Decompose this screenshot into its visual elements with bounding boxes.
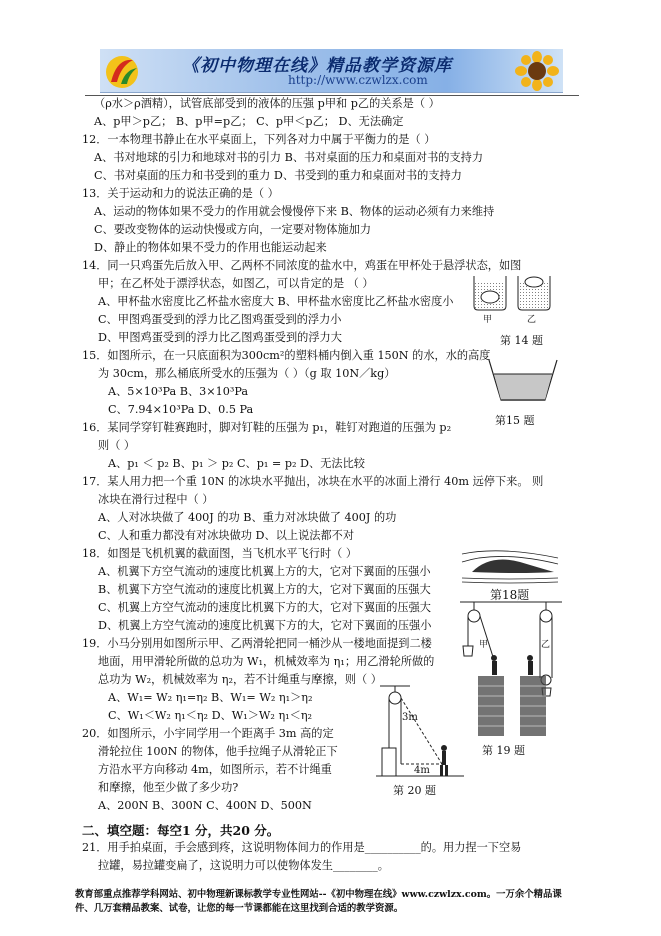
text-line: A、甲杯盐水密度比乙杯盐水密度大 B、甲杯盐水密度比乙杯盐水密度小	[98, 295, 454, 308]
text-line: 滑轮拉住 100N 的物体，他手拉绳子从滑轮正下	[98, 745, 338, 758]
text-line: 地面，用甲滑轮所做的总功为 W₁，机械效率为 η₁；用乙滑轮所做的	[98, 655, 435, 668]
text-line: 21．用手拍桌面，手会感到疼，这说明物体间力的作用是__________的。用力捏一下空易	[82, 841, 522, 854]
header-banner	[100, 49, 563, 93]
site-logo-icon	[103, 52, 141, 90]
fig14-label-yi: 乙	[527, 315, 537, 325]
fig19-label-jia: 甲	[479, 640, 489, 650]
text-line: （ρ水＞ρ酒精），试管底部受到的液体的压强 p甲和 p乙的关系是（ ）	[94, 97, 440, 110]
text-line: A、人对冰块做了 400J 的功 B、重力对冰块做了 400J 的功	[98, 511, 397, 524]
text-line: C、书对桌面的压力和书受到的重力 D、书受到的重力和桌面对书的支持力	[94, 169, 462, 182]
fig18-caption: 第18题	[490, 588, 530, 602]
fig15-caption: 第15 题	[495, 414, 535, 427]
section-title: 二、填空题：每空1 分，共20 分。	[82, 823, 280, 838]
text-line: A、5×10³Pa B、3×10³Pa	[108, 385, 249, 398]
text-line: A、书对地球的引力和地球对书的引力 B、书对桌面的压力和桌面对书的支持力	[94, 151, 484, 164]
text-line: A、p甲＞p乙； B、p甲=p乙； C、p甲＜p乙； D、无法确定	[94, 115, 404, 128]
fig20-caption: 第 20 题	[393, 784, 436, 797]
figure-19	[458, 600, 566, 738]
text-line: C、甲图鸡蛋受到的浮力比乙图鸡蛋受到的浮力小	[98, 313, 342, 326]
text-line: 20．如图所示，小宇同学用一个距离手 3m 高的定	[82, 727, 334, 740]
text-line: C、要改变物体的运动快慢或方向，一定要对物体施加力	[94, 223, 372, 236]
text-line: 12．一本物理书静止在水平桌面上，下列各对力中属于平衡力的是（ ）	[82, 133, 436, 146]
figure-18	[460, 548, 560, 584]
fig19-label-yi: 乙	[541, 640, 551, 650]
fig19-caption: 第 19 题	[482, 744, 525, 757]
text-line: D、静止的物体如果不受力的作用也能运动起来	[94, 241, 327, 254]
banner-url: http://www.czwlzx.com	[288, 73, 428, 87]
fig14-label-jia: 甲	[483, 315, 493, 325]
text-line: A、运动的物体如果不受力的作用就会慢慢停下来 B、物体的运动必须有力来维持	[94, 205, 495, 218]
text-line: 冰块在滑行过程中（ ）	[98, 493, 214, 506]
banner-title: 《初中物理在线》精品教学资源库	[182, 56, 452, 76]
text-line: 18．如图是飞机机翼的截面图，当飞机水平飞行时（ ）	[82, 547, 358, 560]
text-line: 甲；在乙杯处于漂浮状态，如图乙，可以肯定的是 （ ）	[98, 277, 374, 290]
header-rule	[85, 95, 579, 96]
text-line: 则（ ）	[98, 439, 136, 452]
text-line: B、机翼下方空气流动的速度比机翼上方的大，它对下翼面的压强大	[98, 583, 431, 596]
text-line: C、机翼上方空气流动的速度比机翼下方的大，它对下翼面的压强大	[98, 601, 431, 614]
fig14-caption: 第 14 题	[500, 334, 543, 347]
text-line: 17．某人用力把一个重 10N 的冰块水平抛出，冰块在水平的冰面上滑行 40m 远停下来。 则	[82, 475, 544, 488]
text-line: A、机翼下方空气流动的速度比机翼上方的大，它对下翼面的压强小	[98, 565, 431, 578]
text-line: A、W₁= W₂ η₁=η₂ B、W₁= W₂ η₁＞η₂	[108, 691, 313, 704]
text-line: 方沿水平方向移动 4m，如图所示，若不计绳重	[98, 763, 332, 776]
fig20-distance-label: 4m	[414, 765, 430, 776]
text-line: C、人和重力都没有对冰块做功 D、以上说法都不对	[98, 529, 355, 542]
sunflower-icon	[515, 51, 559, 91]
fig20-height-label: 3m	[402, 712, 418, 723]
text-line: 13．关于运动和力的说法正确的是（ ）	[82, 187, 279, 200]
text-line: 14．同一只鸡蛋先后放入甲、乙两杯不同浓度的盐水中，鸡蛋在甲杯处于悬浮状态，如图	[82, 259, 522, 272]
text-line: D、甲图鸡蛋受到的浮力比乙图鸡蛋受到的浮力大	[98, 331, 342, 344]
text-line: D、机翼上方空气流动的速度比机翼下方的大，它对下翼面的压强小	[98, 619, 432, 632]
text-line: A、200N B、300N C、400N D、500N	[98, 799, 312, 812]
footer-line-2: 件、几万套精品教案、试卷，让您的每一节课都能在这里找到合适的教学资源。	[75, 903, 404, 914]
text-line: A、p₁ ＜ p₂ B、p₁ ＞ p₂ C、p₁ = p₂ D、无法比较	[108, 457, 365, 470]
footer-line-1: 教育部重点推荐学科网站、初中物理新课标教学专业性网站--《初中物理在线》www.czwlzx.com。一万余个精品课	[75, 889, 562, 900]
text-line: C、W₁＜W₂ η₁＜η₂ D、W₁＞W₂ η₁＜η₂	[108, 709, 313, 722]
text-line: 为 30cm，那么桶底所受水的压强为（ ）（g 取 10N／kg）	[98, 367, 396, 380]
text-line: C、7.94×10³Pa D、0.5 Pa	[108, 403, 254, 416]
text-line: 15．如图所示，在一只底面积为300cm²的塑料桶内倒入重 150N 的水，水的高度	[82, 349, 491, 362]
text-line: 和摩擦，他至少做了多少功?	[98, 781, 239, 794]
text-line: 拉罐，易拉罐变扁了，这说明力可以使物体发生________。	[98, 859, 389, 872]
text-line: 16．某同学穿钉鞋赛跑时，脚对钉鞋的压强为 p₁，鞋钉对跑道的压强为 p₂	[82, 421, 452, 434]
figure-15	[483, 356, 563, 408]
text-line: 19．小马分别用如图所示甲、乙两滑轮把同一桶沙从一楼地面提到二楼	[82, 637, 432, 650]
text-line: 总功为 W₂，机械效率为 η₂，若不计绳重与摩擦，则（ ）	[98, 673, 382, 686]
